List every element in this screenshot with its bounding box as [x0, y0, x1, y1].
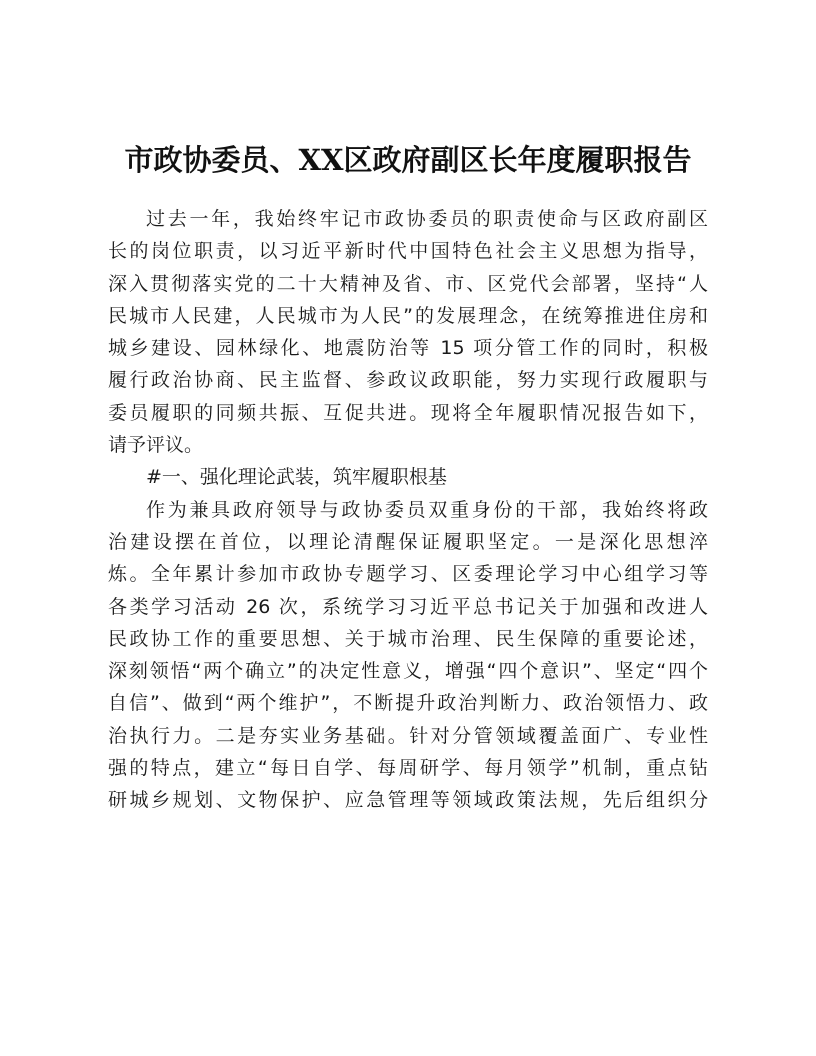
paragraph-line: 研城乡规划、文物保护、应急管理等领域政策法规，先后组织分	[108, 789, 708, 812]
paragraph-line: 作为兼具政府领导与政协委员双重身份的干部，我始终将政	[146, 498, 708, 521]
paragraph-line: 治建设摆在首位，以理论清醒保证履职坚定。一是深化思想淬	[108, 530, 708, 553]
paragraph-line: 过去一年，我始终牢记市政协委员的职责使命与区政府副区	[146, 208, 708, 230]
paragraph-line: 治执行力。二是夯实业务基础。针对分管领域覆盖面广、专业性	[108, 724, 708, 747]
paragraph-line: 城乡建设、园林绿化、地震防治等 15 项分管工作的同时，积极	[108, 337, 708, 360]
paragraph-line: 民城市人民建，人民城市为人民”的发展理念，在统筹推进住房和	[108, 304, 708, 327]
paragraph-line: 长的岗位职责，以习近平新时代中国特色社会主义思想为指导，	[108, 240, 708, 263]
paragraph-line: 炼。全年累计参加市政协专题学习、区委理论学习中心组学习等	[108, 563, 708, 586]
paragraph-line: 民政协工作的重要思想、关于城市治理、民生保障的重要论述，	[108, 627, 708, 650]
paragraph-line: 请予评议。	[108, 434, 204, 457]
document-title: 市政协委员、XX区政府副区长年度履职报告	[124, 143, 692, 177]
paragraph-line: 深刻领悟“两个确立”的决定性意义，增强“四个意识”、坚定“四个	[108, 660, 708, 683]
paragraph-line: 履行政治协商、民主监督、参政议政职能，努力实现行政履职与	[108, 369, 708, 392]
section-heading: #一、强化理论武装，筑牢履职根基	[146, 466, 447, 489]
paragraph-line: 深入贯彻落实党的二十大精神及省、市、区党代会部署，坚持“人	[108, 272, 708, 295]
paragraph-line: 自信”、做到“两个维护”，不断提升政治判断力、政治领悟力、政	[108, 692, 708, 715]
paragraph-line: 各类学习活动 26 次，系统学习习近平总书记关于加强和改进人	[108, 595, 708, 618]
document-body	[108, 203, 708, 817]
paragraph-line: 强的特点，建立“每日自学、每周研学、每月领学”机制，重点钻	[108, 757, 708, 780]
paragraph-line: 委员履职的同频共振、互促共进。现将全年履职情况报告如下，	[108, 401, 708, 424]
